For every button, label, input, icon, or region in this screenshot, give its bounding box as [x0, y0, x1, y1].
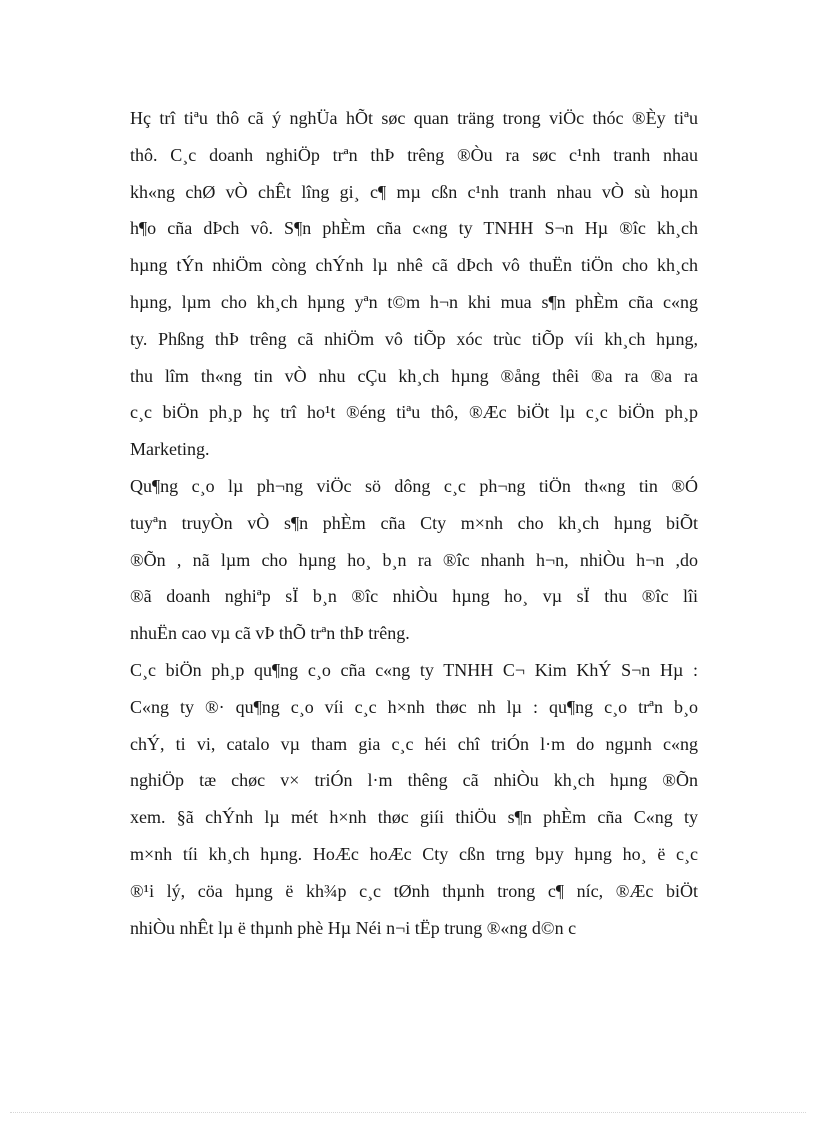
text-line: nhuËn cao vµ cã vÞ thÕ trªn thÞ trêng.	[130, 623, 410, 644]
text-line: thu lîm th«ng tin vÒ nhu cÇu kh¸ch hµng ®ång thêi ®a ra ®a ra	[130, 365, 698, 386]
text-line: nghiÖp tæ chøc v× triÓn l·m thêng cã nhiÒu kh¸ch hµng ®Õn	[130, 770, 698, 791]
text-line: ®ã doanh nghiªp sÏ b¸n ®îc nhiÒu hµng ho¸ vµ sÏ thu ®îc lîi	[130, 586, 698, 607]
text-line: c¸c biÖn ph¸p hç trî ho¹t ®éng tiªu thô, ®Æc biÖt lµ c¸c biÖn ph¸p	[130, 402, 698, 423]
body-text	[130, 100, 698, 946]
text-line: tuyªn truyÒn vÒ s¶n phÈm cña Cty m×nh cho kh¸ch hµng biÕt	[130, 512, 698, 533]
text-line: C¸c biÖn ph¸p qu¶ng c¸o cña c«ng ty TNHH C¬ Kim KhÝ S¬n Hµ :	[130, 659, 698, 680]
text-line: Qu¶ng c¸o lµ ph¬ng viÖc sö dông c¸c ph¬ng tiÖn th«ng tin ®Ó	[130, 475, 698, 496]
text-line: chÝ, ti vi, catalo vµ tham gia c¸c héi chî triÓn l·m do ngµnh c«ng	[130, 733, 698, 754]
text-line: C«ng ty ®· qu¶ng c¸o víi c¸c h×nh thøc nh lµ : qu¶ng c¸o trªn b¸o	[130, 696, 698, 717]
text-line: hµng, lµm cho kh¸ch hµng yªn t©m h¬n khi mua s¶n phÈm cña c«ng	[130, 291, 698, 312]
text-line: xem. §ã chÝnh lµ mét h×nh thøc giíi thiÖu s¶n phÈm cña C«ng ty	[130, 807, 698, 828]
text-line: h¶o cña dÞch vô. S¶n phÈm cña c«ng ty TNHH S¬n Hµ ®îc kh¸ch	[130, 218, 698, 239]
text-line: Hç trî tiªu thô cã ý nghÜa hÕt søc quan träng trong viÖc thóc ®Èy tiªu	[130, 108, 698, 128]
text-line: kh«ng chØ vÒ chÊt lîng gi¸ c¶ mµ cßn c¹nh tranh nhau vÒ sù hoµn	[130, 181, 698, 202]
page-bottom-divider	[10, 1112, 806, 1113]
text-line: thô. C¸c doanh nghiÖp trªn thÞ trêng ®Òu ra søc c¹nh tranh nhau	[130, 144, 698, 165]
text-line: Marketing.	[130, 439, 210, 460]
text-line: m×nh tíi kh¸ch hµng. HoÆc hoÆc Cty cßn trng bµy hµng ho¸ ë c¸c	[130, 843, 698, 864]
text-line: ®¹i lý, cöa hµng ë kh¾p c¸c tØnh thµnh trong c¶ níc, ®Æc biÖt	[130, 880, 698, 901]
text-line: ty. Phßng thÞ trêng cã nhiÖm vô tiÕp xóc trùc tiÕp víi kh¸ch hµng,	[130, 328, 698, 349]
text-line: hµng tÝn nhiÖm còng chÝnh lµ nhê cã dÞch vô thuËn tiÖn cho kh¸ch	[130, 255, 698, 276]
text-line: ®Õn , nã lµm cho hµng ho¸ b¸n ra ®îc nhanh h¬n, nhiÒu h¬n ,do	[130, 549, 698, 570]
text-line: nhiÒu nhÊt lµ ë thµnh phè Hµ Néi n¬i tËp trung ®«ng d©n c	[130, 917, 577, 938]
